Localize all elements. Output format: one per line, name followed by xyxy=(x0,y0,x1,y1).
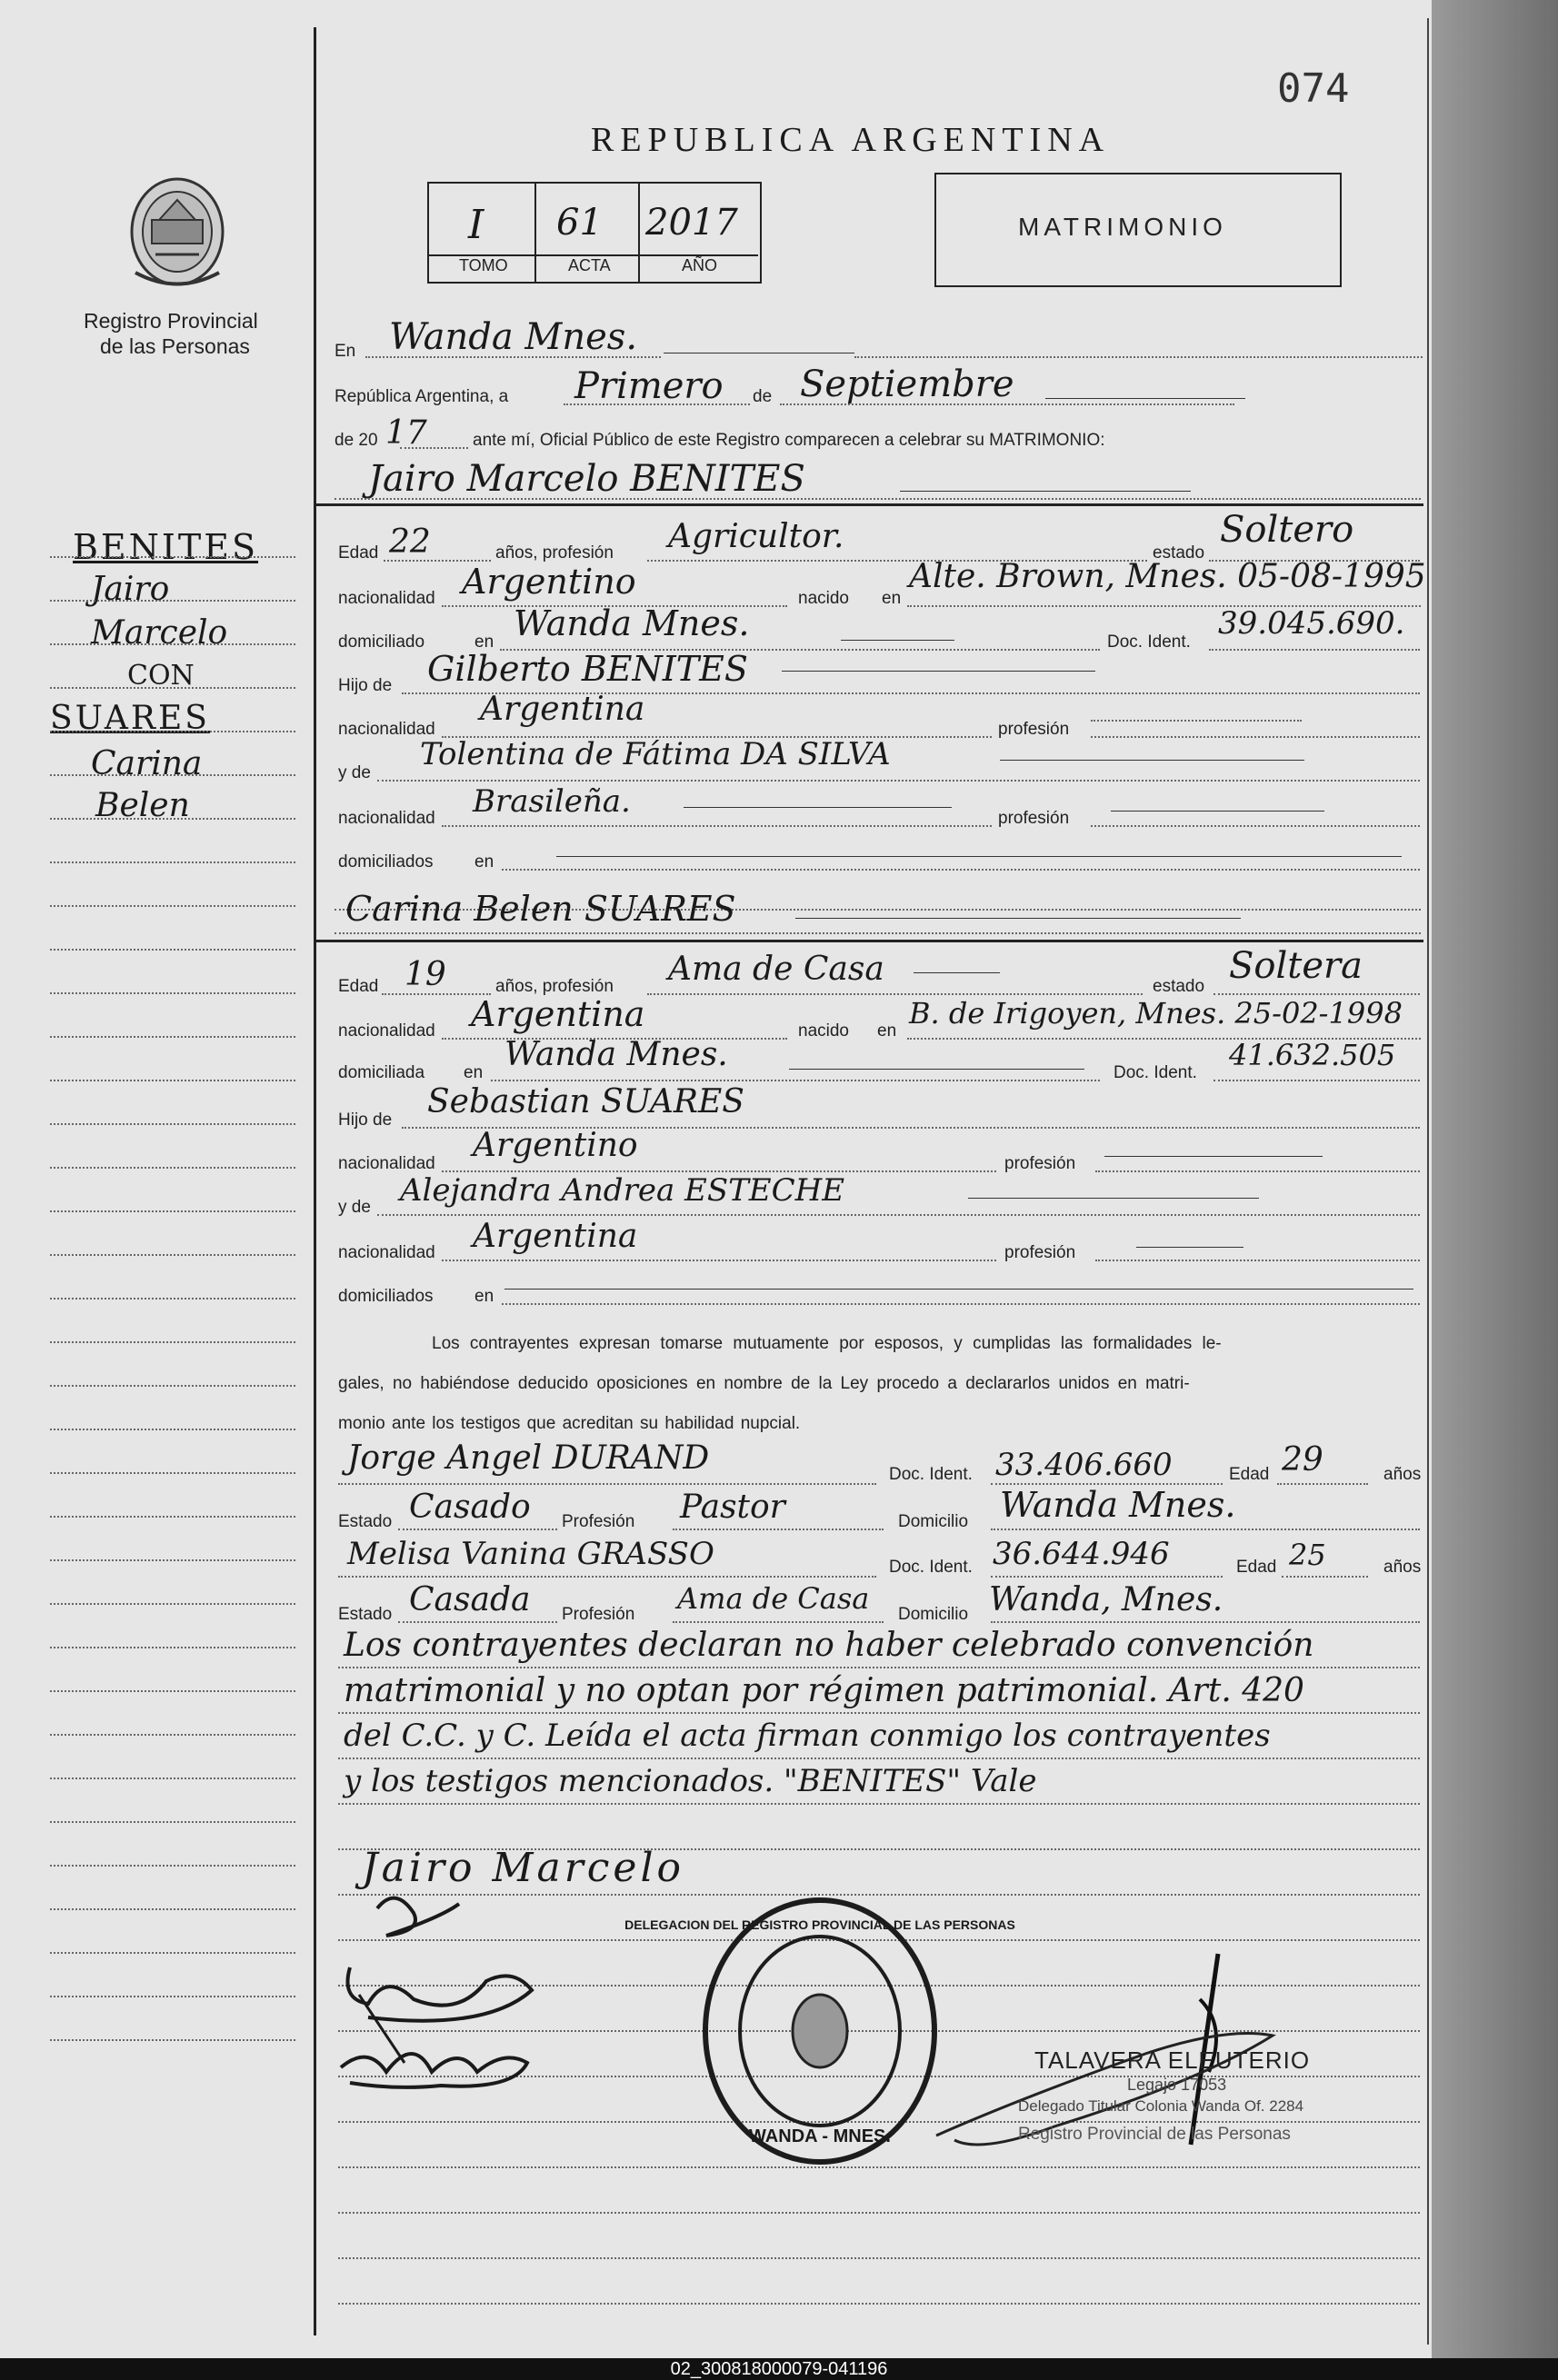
document-id: 02_300818000079-041196 xyxy=(670,2359,888,2379)
witness2-profesion-label: Profesión xyxy=(562,1605,635,1624)
bride-domiciliada-label: domiciliada xyxy=(338,1063,425,1082)
seal-bottom-text: WANDA - MNES. xyxy=(749,2126,891,2146)
bride-nacido-en: en xyxy=(877,1021,897,1041)
groom-nacido-label: nacido xyxy=(798,589,849,608)
coat-of-arms-icon xyxy=(123,173,232,291)
bride-domiciliados-label: domiciliados xyxy=(338,1287,434,1306)
bride-father-nationality: Argentino xyxy=(473,1127,638,1164)
groom-mother: Tolentina de Fátima DA SILVA xyxy=(420,736,891,772)
groom-profession: Agricultor. xyxy=(668,518,844,555)
registry-name-line1: Registro Provincial xyxy=(84,309,258,333)
margin-ruled-line xyxy=(50,1603,295,1605)
groom-domiciliados-en: en xyxy=(474,852,494,871)
ruled-line xyxy=(338,2257,1420,2259)
witness2-profession: Ama de Casa xyxy=(677,1581,870,1616)
intro-month: Septiembre xyxy=(800,363,1014,405)
margin-ruled-line xyxy=(50,774,295,776)
margin-ruled-line xyxy=(50,1429,295,1430)
groom-anos-prof-label: años, profesión xyxy=(495,543,614,563)
margin-ruled-line xyxy=(50,1559,295,1561)
witness1-domicilio-label: Domicilio xyxy=(898,1512,969,1531)
margin-ruled-line xyxy=(50,1734,295,1736)
groom-estado-label: estado xyxy=(1153,543,1205,563)
margin-ruled-line xyxy=(50,1821,295,1823)
groom-domiciliado-label: domiciliado xyxy=(338,632,425,652)
margin-ruled-line xyxy=(50,600,295,602)
scan-background xyxy=(1432,0,1558,2358)
groom-father: Gilberto BENITES xyxy=(427,649,748,689)
note-line-1: matrimonial y no optan por régimen patrimonial. Art. 420 xyxy=(344,1672,1304,1709)
margin-ruled-line xyxy=(50,949,295,951)
bride-mother: Alejandra Andrea ESTECHE xyxy=(400,1172,845,1209)
margin-name-4: SUARES xyxy=(50,700,210,737)
groom-father-prof-label: profesión xyxy=(998,720,1070,739)
note-line-0: Los contrayentes declaran no haber celebrado convención xyxy=(344,1627,1314,1664)
margin-ruled-line xyxy=(50,1908,295,1910)
bride-nationality: Argentina xyxy=(471,994,645,1034)
ruled-line xyxy=(338,2212,1420,2214)
bride-mother-prof-label: profesión xyxy=(1004,1243,1076,1262)
groom-domiciliado-en: en xyxy=(474,632,494,652)
bride-domiciliados-en: en xyxy=(474,1287,494,1306)
groom-father-nationality: Argentina xyxy=(480,691,645,728)
declaration-line3: monio ante los testigos que acreditan su habilidad nupcial. xyxy=(338,1414,801,1433)
witness2-estado-label: Estado xyxy=(338,1605,393,1624)
registry-seal xyxy=(624,1895,1015,2167)
intro-day: Primero xyxy=(574,365,724,407)
officer-legajo: Legajo 17053 xyxy=(1127,2076,1227,2094)
witness2-doc-label: Doc. Ident. xyxy=(889,1558,973,1577)
margin-name-1: Jairo xyxy=(91,571,170,608)
margin-ruled-line xyxy=(50,731,295,732)
witness2-doc: 36.644.946 xyxy=(993,1536,1170,1572)
groom-doc-label: Doc. Ident. xyxy=(1107,632,1191,652)
bride-edad-label: Edad xyxy=(338,977,379,996)
bride-nacionalidad-label: nacionalidad xyxy=(338,1021,435,1041)
groom-birth: Alte. Brown, Mnes. 05-08-1995 xyxy=(909,558,1426,595)
groom-mother-prof-label: profesión xyxy=(998,809,1070,828)
witness2-name: Melisa Vanina GRASSO xyxy=(347,1536,714,1572)
year-suffix: 17 xyxy=(385,414,427,452)
intro-de-label: de xyxy=(753,387,773,406)
margin-ruled-line xyxy=(50,1210,295,1212)
margin-ruled-line xyxy=(50,556,295,558)
witness1-anos-label: años xyxy=(1383,1465,1422,1484)
margin-ruled-line xyxy=(50,818,295,820)
bride-yde-label: y de xyxy=(338,1198,371,1217)
margin-name-2: Marcelo xyxy=(91,614,228,652)
witness1-name: Jorge Angel DURAND xyxy=(347,1439,710,1477)
bride-domicile: Wanda Mnes. xyxy=(504,1036,728,1073)
en-label: En xyxy=(335,342,356,361)
year-prefix: de 20 xyxy=(335,431,378,450)
officer-role: Delegado Titular Colonia Wanda Of. 2284 xyxy=(1018,2097,1304,2115)
signatures-drawn xyxy=(332,1881,568,2099)
margin-ruled-line xyxy=(50,1036,295,1038)
acta-value: 61 xyxy=(556,202,603,244)
bride-father: Sebastian SUARES xyxy=(427,1083,744,1120)
bride-profession: Ama de Casa xyxy=(668,951,884,988)
ano-label: AÑO xyxy=(682,256,718,274)
groom-nacionalidad-label: nacionalidad xyxy=(338,589,435,608)
margin-ruled-line xyxy=(50,1516,295,1518)
seal-top-text: DELEGACION DEL REGISTRO PROVINCIAL DE LAS PERSONAS xyxy=(624,1917,1015,1932)
witness2-domicilio-label: Domicilio xyxy=(898,1605,969,1624)
folio-number: 074 xyxy=(1277,65,1350,112)
tomo-value: I xyxy=(468,202,484,248)
officer-name: TALAVERA ELEUTERIO xyxy=(1034,2046,1311,2074)
tomo-label: TOMO xyxy=(459,256,508,274)
witness1-edad-label: Edad xyxy=(1229,1465,1270,1484)
bride-nacido-label: nacido xyxy=(798,1021,849,1041)
intro-statement: ante mí, Oficial Público de este Registro comparecen a celebrar su MATRIMONIO: xyxy=(473,431,1105,450)
bride-age: 19 xyxy=(404,956,446,993)
groom-edad-label: Edad xyxy=(338,543,379,563)
margin-ruled-line xyxy=(50,1254,295,1256)
groom-mother-nationality: Brasileña. xyxy=(473,783,631,820)
margin-ruled-line xyxy=(50,1341,295,1343)
bride-full-name: Carina Belen SUARES xyxy=(345,889,736,929)
margin-ruled-line xyxy=(50,1472,295,1474)
note-line-3: y los testigos mencionados. "BENITES" Vale xyxy=(344,1763,1037,1799)
margin-ruled-line xyxy=(50,687,295,689)
groom-nationality: Argentino xyxy=(462,562,636,602)
margin-ruled-line xyxy=(50,1647,295,1648)
witness1-estado-label: Estado xyxy=(338,1512,393,1531)
margin-ruled-line xyxy=(50,1123,295,1125)
acta-label: ACTA xyxy=(568,256,611,274)
registry-name-line2: de las Personas xyxy=(100,334,250,358)
country-title: REPUBLICA ARGENTINA xyxy=(591,121,1111,159)
margin-ruled-line xyxy=(50,1778,295,1779)
margin-name-5: Carina xyxy=(91,745,203,782)
officer-registry: Registro Provincial de las Personas xyxy=(1018,2125,1291,2144)
act-type-title: MATRIMONIO xyxy=(1018,213,1227,241)
witness2-age: 25 xyxy=(1289,1538,1326,1572)
groom-estado: Soltero xyxy=(1220,509,1354,551)
witness1-domicilio: Wanda Mnes. xyxy=(1000,1485,1236,1525)
margin-ruled-line xyxy=(50,1167,295,1169)
bride-mother-nat-label: nacionalidad xyxy=(338,1243,435,1262)
groom-domicile: Wanda Mnes. xyxy=(514,603,750,643)
witness1-profesion-label: Profesión xyxy=(562,1512,635,1531)
groom-father-nat-label: nacionalidad xyxy=(338,720,435,739)
witness2-domicilio: Wanda, Mnes. xyxy=(989,1581,1223,1618)
margin-ruled-line xyxy=(50,1952,295,1954)
groom-full-name: Jairo Marcelo BENITES xyxy=(368,458,805,500)
bride-father-prof-label: profesión xyxy=(1004,1154,1076,1173)
ruled-line xyxy=(338,2303,1420,2305)
bride-father-nat-label: nacionalidad xyxy=(338,1154,435,1173)
groom-age: 22 xyxy=(389,523,431,561)
declaration-line2: gales, no habiéndose deducido oposiciones en nombre de la Ley procedo a declararlos unidos en matri- xyxy=(338,1374,1190,1393)
republica-label: República Argentina, a xyxy=(335,387,509,406)
witness1-doc-label: Doc. Ident. xyxy=(889,1465,973,1484)
witness1-doc: 33.406.660 xyxy=(995,1447,1173,1483)
margin-ruled-line xyxy=(50,1690,295,1692)
witness1-age: 29 xyxy=(1282,1441,1323,1479)
bride-anos-prof-label: años, profesión xyxy=(495,977,614,996)
bride-mother-nationality: Argentina xyxy=(473,1218,638,1255)
note-line-2: del C.C. y C. Leída el acta firman conmigo los contrayentes xyxy=(344,1718,1271,1754)
margin-ruled-line xyxy=(50,1298,295,1300)
witness1-profession: Pastor xyxy=(680,1489,785,1526)
bride-doc-label: Doc. Ident. xyxy=(1114,1063,1197,1082)
ano-value: 2017 xyxy=(645,202,738,244)
margin-ruled-line xyxy=(50,992,295,994)
bride-domiciliada-en: en xyxy=(464,1063,484,1082)
margin-name-3: CON xyxy=(127,660,195,692)
witness2-anos-label: años xyxy=(1383,1558,1422,1577)
witness2-edad-label: Edad xyxy=(1236,1558,1277,1577)
margin-name-6: Belen xyxy=(95,787,190,824)
signature-first: Jairo Marcelo xyxy=(362,1845,685,1891)
bride-estado-label: estado xyxy=(1153,977,1205,996)
bride-estado: Soltera xyxy=(1229,945,1363,987)
groom-mother-nat-label: nacionalidad xyxy=(338,809,435,828)
margin-ruled-line xyxy=(50,905,295,907)
margin-name-0: BENITES xyxy=(73,527,259,567)
margin-ruled-line xyxy=(50,861,295,863)
bride-birth: B. de Irigoyen, Mnes. 25-02-1998 xyxy=(909,996,1403,1031)
groom-doc: 39.045.690. xyxy=(1218,605,1405,642)
witness1-estado: Casado xyxy=(409,1489,531,1526)
bride-doc: 41.632.505 xyxy=(1229,1038,1396,1072)
declaration-line1: Los contrayentes expresan tomarse mutuamente por esposos, y cumplidas las formalidades le- xyxy=(432,1334,1222,1353)
margin-line xyxy=(314,27,316,2335)
intro-place: Wanda Mnes. xyxy=(389,316,638,358)
groom-domiciliados-label: domiciliados xyxy=(338,852,434,871)
margin-ruled-line xyxy=(50,1996,295,1997)
margin-ruled-line xyxy=(50,643,295,645)
margin-ruled-line xyxy=(50,1865,295,1867)
groom-nacido-en: en xyxy=(882,589,902,608)
margin-ruled-line xyxy=(50,2039,295,2041)
groom-yde-label: y de xyxy=(338,763,371,782)
margin-ruled-line xyxy=(50,1080,295,1081)
witness2-estado: Casada xyxy=(409,1581,531,1618)
bride-hijo-label: Hijo de xyxy=(338,1110,393,1130)
groom-hijo-label: Hijo de xyxy=(338,676,393,695)
margin-ruled-line xyxy=(50,1385,295,1387)
